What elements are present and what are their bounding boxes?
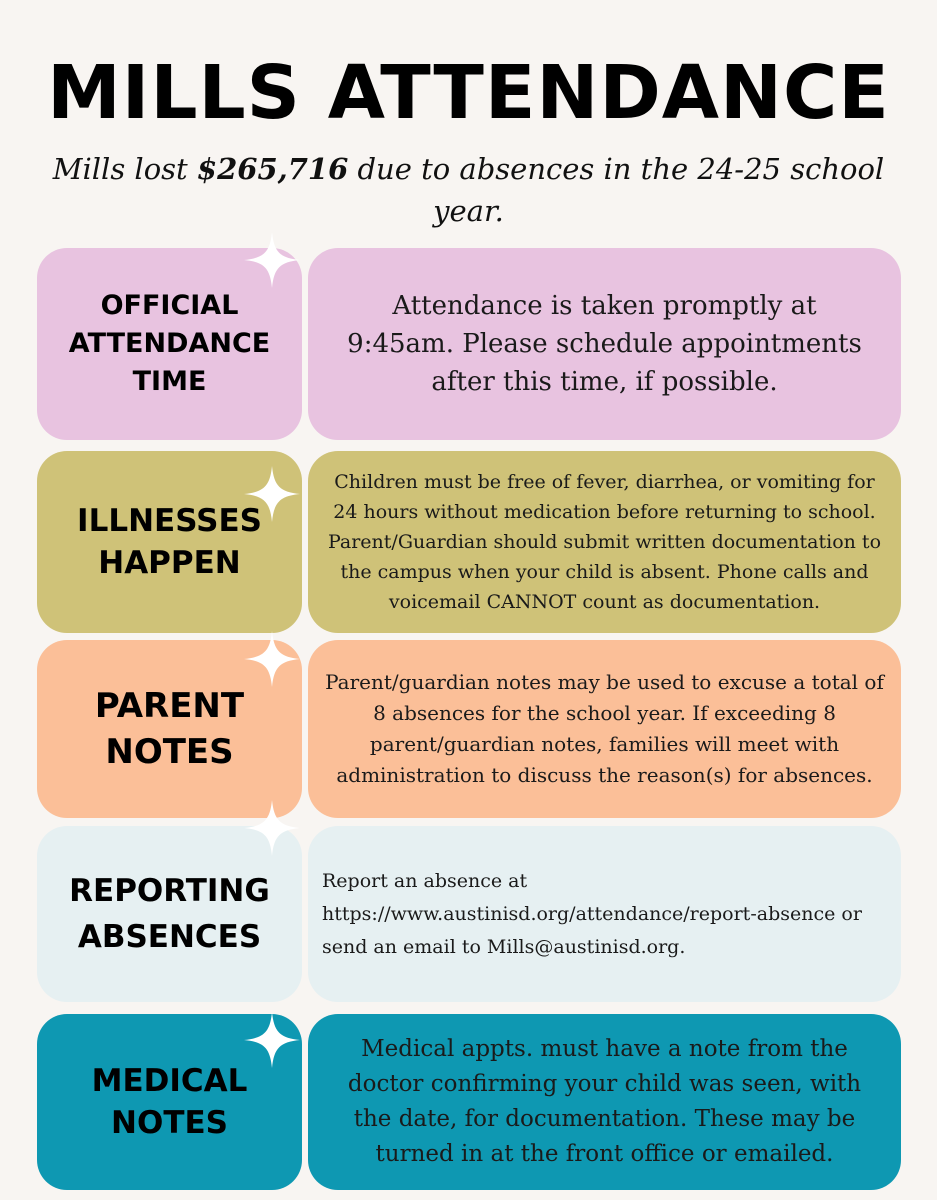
sparkle-icon xyxy=(244,631,300,687)
sparkle-icon xyxy=(244,800,300,856)
section-illnesses-happen xyxy=(37,451,901,633)
section-label: PARENT NOTES xyxy=(37,640,302,818)
section-parent-notes xyxy=(37,640,901,818)
section-official-attendance-time xyxy=(37,248,901,440)
sparkle-icon xyxy=(244,1012,300,1068)
subtitle-suffix: due to absences in the 24-25 school year. xyxy=(348,152,885,228)
section-label: MEDICAL NOTES xyxy=(37,1014,302,1190)
section-text: Attendance is taken promptly at 9:45am. Please schedule appointments after this time, if possible. xyxy=(308,248,901,440)
section-text: Report an absence at https://www.austinisd.org/attendance/report-absence or send an email to Mills@austinisd.org. xyxy=(308,826,901,1002)
section-text: Children must be free of fever, diarrhea, or vomiting for 24 hours without medication before returning to school. Parent/Guardian should submit written documentation to the campus when your child is absent. Phone calls and voicemail CANNOT count as documentation. xyxy=(308,451,901,633)
sparkle-icon xyxy=(244,466,300,522)
subtitle xyxy=(40,148,897,232)
subtitle-prefix: Mills lost xyxy=(52,152,197,186)
loss-amount: $265,716 xyxy=(196,152,349,186)
section-label: OFFICIAL ATTENDANCE TIME xyxy=(37,248,302,440)
section-label: REPORTING ABSENCES xyxy=(37,826,302,1002)
sparkle-icon xyxy=(244,232,300,288)
section-label: ILLNESSES HAPPEN xyxy=(37,451,302,633)
section-text: Parent/guardian notes may be used to excuse a total of 8 absences for the school year. If exceeding 8 parent/guardian notes, families will meet with administration to discuss the reason(s) for absences. xyxy=(308,640,901,818)
section-medical-notes xyxy=(37,1014,901,1190)
section-text: Medical appts. must have a note from the doctor confirming your child was seen, with the date, for documentation. These may be turned in at the front office or emailed. xyxy=(308,1014,901,1190)
section-reporting-absences xyxy=(37,826,901,1002)
page-title: MILLS ATTENDANCE xyxy=(47,50,890,136)
